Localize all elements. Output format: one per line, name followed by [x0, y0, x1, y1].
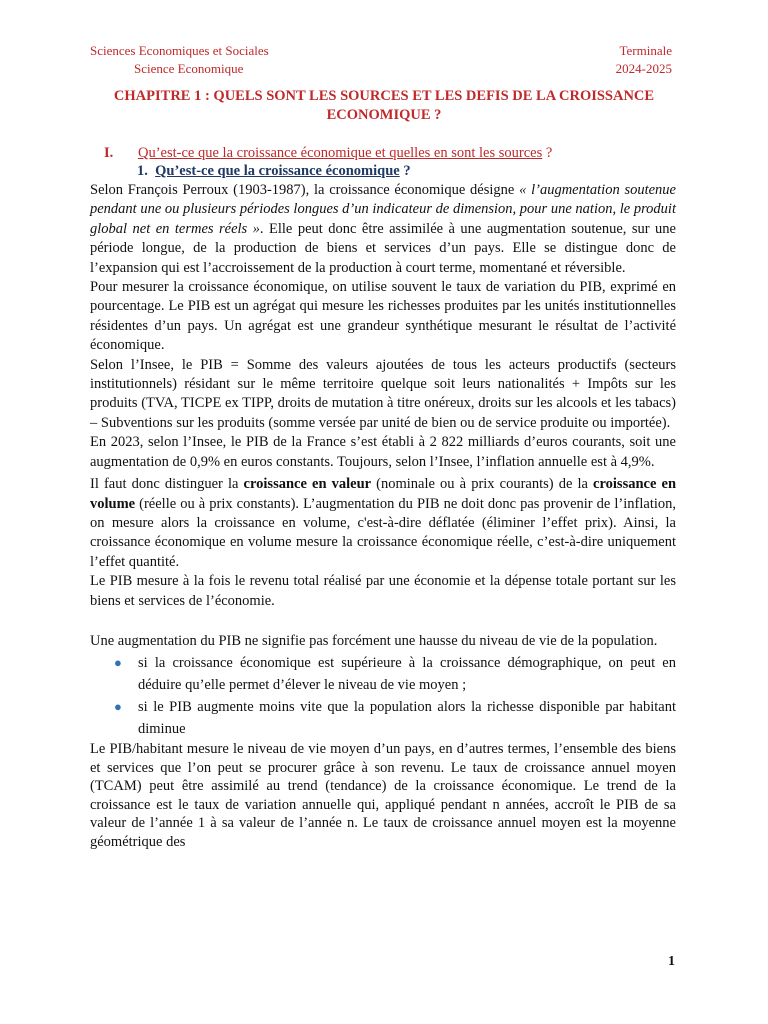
- subsection-suffix: ?: [399, 163, 411, 179]
- subsection-heading: [137, 162, 411, 180]
- p1-intro: Selon François Perroux (1903-1987), la croissance économique désigne: [90, 182, 520, 198]
- bullet-icon: ●: [114, 654, 122, 670]
- header-year: 2024-2025: [615, 61, 672, 76]
- p5-c: (nominale ou à prix courants) de la: [371, 476, 594, 493]
- p5-e: (réelle ou à prix constants). L’augmentation du PIB ne doit donc pas provenir de l’inflation, on mesure alors la croissance en volume, c'est-à-dire déflatée (éliminer l’effet prix). Ainsi, la croissance économique en volume mesure la croissance économique réelle, c’est-à-dire uniquement l’effet quantité.: [90, 495, 676, 570]
- chapter-title: CHAPITRE 1 : QUELS SONT LES SOURCES ET LES DEFIS DE LA CROISSANCE ECONOMIQUE ?: [113, 88, 655, 123]
- paragraph-revenu-depense: Le PIB mesure à la fois le revenu total réalisé par une économie et la dépense totale portant sur les biens et services de l’économie.: [90, 573, 676, 609]
- bullet-text: si la croissance économique est supérieure à la croissance démographique, on peut en déduire qu’elle permet d’élever le niveau de vie moyen ;: [138, 654, 676, 693]
- header-course: Science Economique: [134, 61, 244, 76]
- subsection-number: 1.: [137, 163, 148, 179]
- perroux-quote: « l’augmentation soutenue pendant une ou plusieurs périodes longues d’un indicateur de dimension, pour une nation, le produit global net en termes réels »: [90, 182, 676, 237]
- paragraph-pib-habitant: Le PIB/habitant mesure le niveau de vie moyen d’un pays, en d’autres termes, l’ensemble des biens et services que l’on peut se procurer grâce à son revenu. Le taux de croissance annuel moyen (TCAM) peut être assimilé au trend (tendance) de la croissance économique. Le trend de la croissance est le taux de variation annuelle qui, appliqué pendant n années, accroît le PIB de sa valeur de l’année 1 à sa valeur de l’année n. Le taux de croissance annuel moyen est la moyenne géométrique des: [90, 740, 676, 850]
- header-level: Terminale: [619, 43, 672, 58]
- p1-rest: . Elle peut donc être assimilée à une augmentation soutenue, sur une période longue, de la production de biens et services d’un pays. Elle se distingue donc de l’expansion qui est l’accroissement de la production à court terme, momentané et réversible.: [90, 220, 676, 276]
- paragraph-definition: [90, 181, 676, 278]
- page-number: 1: [668, 954, 675, 969]
- section-title: Qu’est-ce que la croissance économique et quelles en sont les sources: [138, 145, 543, 161]
- bullet-text: si le PIB augmente moins vite que la population alors la richesse disponible par habitant diminue: [138, 698, 676, 737]
- list-item: [90, 652, 676, 696]
- header-subject: Sciences Economiques et Sociales: [90, 43, 269, 58]
- p5-a: Il faut donc distinguer la: [90, 476, 244, 493]
- p5-bold-volume: croissance en volume: [90, 476, 677, 512]
- body-text: [90, 181, 676, 852]
- bullet-list: [90, 652, 676, 740]
- subsection-title: Qu’est-ce que la croissance économique: [155, 163, 400, 179]
- blank-line: [90, 611, 676, 631]
- section-heading: [104, 144, 552, 162]
- paragraph-niveau-vie: Une augmentation du PIB ne signifie pas forcément une hausse du niveau de vie de la population.: [90, 632, 658, 649]
- paragraph-measure: Pour mesurer la croissance économique, on utilise souvent le taux de variation du PIB, exprimé en pourcentage. Le PIB est un agrégat qui mesure les richesses produites par les unités institutionnelles résidentes d’un pays. Un agrégat est une grandeur synthétique mesurant le résultat de l’activité économique.: [90, 279, 676, 354]
- bullet-icon: ●: [114, 698, 122, 714]
- p5-bold-valeur: croissance en valeur: [243, 476, 372, 493]
- list-item: [90, 696, 676, 740]
- paragraph-valeur-volume: [90, 475, 676, 572]
- section-number: I.: [104, 145, 114, 161]
- paragraph-2023: En 2023, selon l’Insee, le PIB de la France s’est établi à 2 822 milliards d’euros courants, soit une augmentation de 0,9% en euros constants. Toujours, selon l’Insee, l’inflation annuelle est à 4,9%.: [90, 434, 676, 470]
- section-suffix: ?: [542, 145, 553, 161]
- paragraph-insee-pib: Selon l’Insee, le PIB = Somme des valeurs ajoutées de tous les acteurs productifs (secteurs institutionnels) résidant sur le même territoire quelque soit leurs nationalités + Impôts sur les produits (TVA, TICPE ex TIPP, droits de mutation à titre onéreux, droits sur les alcools et les tabacs) – Subventions sur les produits (somme versée par unité de bien ou de service produite ou importée).: [90, 356, 676, 431]
